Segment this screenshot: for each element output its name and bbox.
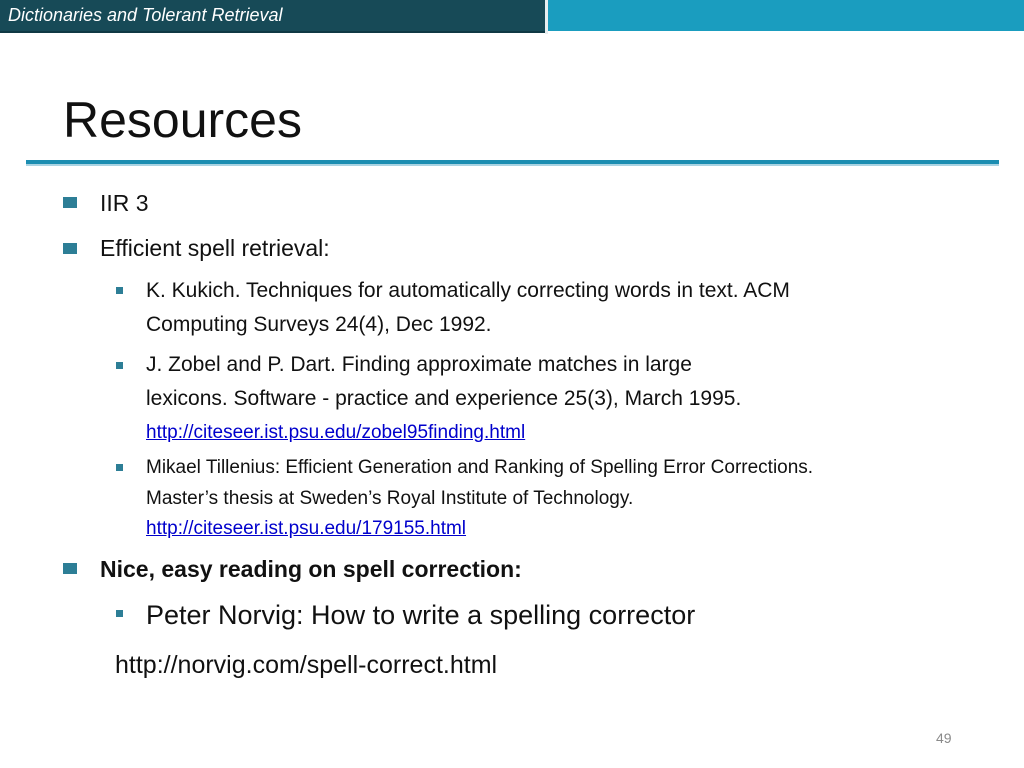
reference-line: Peter Norvig: How to write a spelling corrector: [146, 600, 696, 630]
bullet-square-icon: [63, 243, 77, 254]
reference-line: K. Kukich. Techniques for automatically correcting words in text. ACM: [146, 279, 790, 302]
reference-line: J. Zobel and P. Dart. Finding approximate matches in large: [146, 353, 692, 376]
bullet-square-icon: [63, 197, 77, 208]
zobel-citeseer-link[interactable]: http://citeseer.ist.psu.edu/zobel95finding.html: [146, 422, 526, 443]
reference-line: lexicons. Software - practice and experience 25(3), March 1995.: [146, 387, 742, 410]
list-item: IIR 3: [100, 190, 149, 216]
reference-line: Mikael Tillenius: Efficient Generation and Ranking of Spelling Error Corrections.: [146, 457, 814, 478]
sub-bullet-square-icon: [116, 362, 123, 369]
sub-bullet-square-icon: [116, 464, 123, 471]
header-accent-panel: [548, 0, 1024, 31]
tillenius-citeseer-link[interactable]: http://citeseer.ist.psu.edu/179155.html: [146, 518, 467, 539]
header-bar: [0, 0, 1024, 34]
page-title: Resources: [63, 92, 302, 148]
list-item: Efficient spell retrieval:: [100, 235, 330, 261]
page-number: 49: [936, 730, 952, 746]
list-item: Nice, easy reading on spell correction:: [100, 556, 522, 582]
title-underline-shadow: [26, 164, 999, 166]
bullet-square-icon: [63, 563, 77, 574]
section-title: Dictionaries and Tolerant Retrieval: [8, 5, 283, 25]
sub-bullet-square-icon: [116, 287, 123, 294]
reference-line: Master’s thesis at Sweden’s Royal Institute of Technology.: [146, 488, 634, 509]
reference-line: Computing Surveys 24(4), Dec 1992.: [146, 313, 492, 336]
norvig-url: http://norvig.com/spell-correct.html: [115, 651, 498, 679]
sub-bullet-square-icon: [116, 610, 123, 617]
